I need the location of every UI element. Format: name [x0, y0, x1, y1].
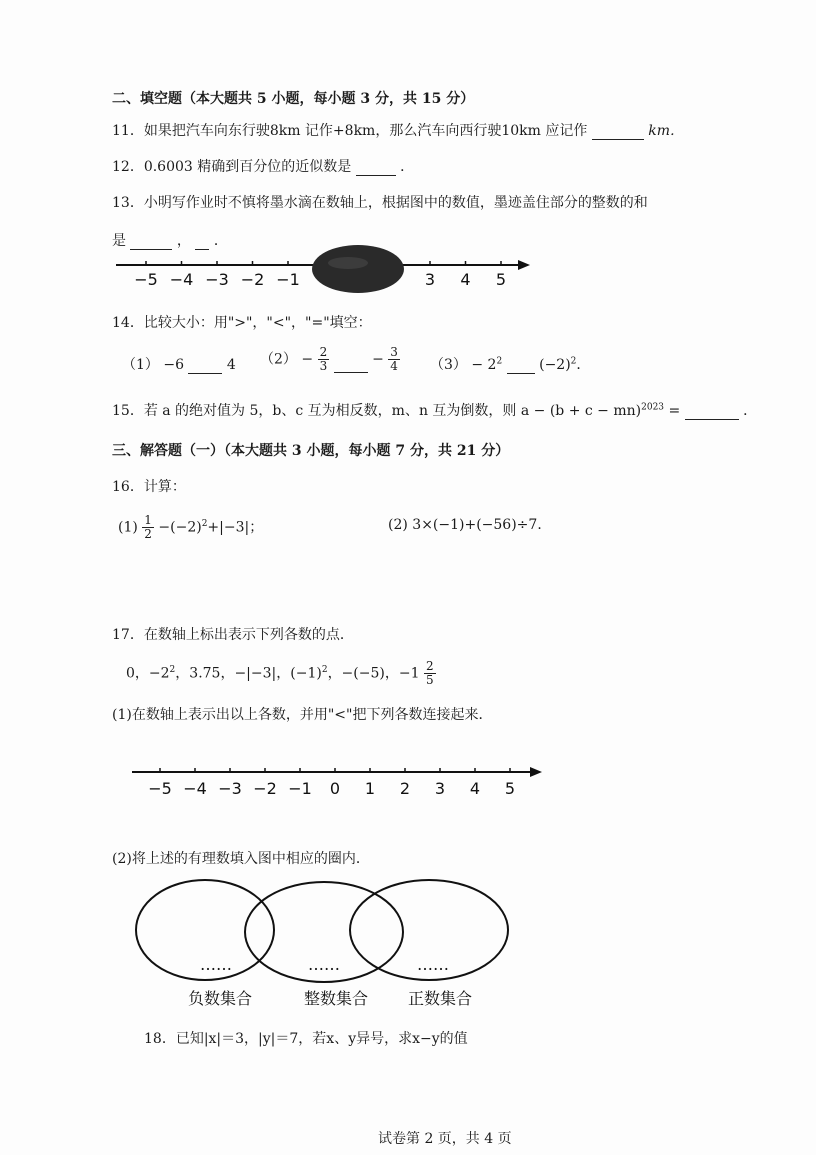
tick-label: −1	[276, 270, 300, 289]
tick-label: −4	[183, 779, 207, 798]
number-line-arrow	[530, 767, 542, 777]
tick-label: −3	[205, 270, 229, 289]
question-14-part1	[122, 354, 236, 374]
tick-label: −5	[134, 270, 158, 289]
part-3-right-exponent: 2	[570, 356, 577, 367]
fraction-numerator: 2	[425, 659, 434, 673]
tick-label: 4	[469, 779, 481, 798]
number-list	[126, 660, 436, 687]
set-dots-integer: ……	[308, 955, 340, 974]
part-1-expression: −(−2)	[158, 519, 202, 536]
answer-blank-15[interactable]	[685, 405, 739, 420]
question-13-sep: ，	[176, 233, 191, 249]
tick-label: −5	[148, 779, 172, 798]
ink-blot-number-line	[110, 245, 540, 295]
question-15-equals: =	[664, 403, 681, 419]
part-2-label: （2）	[260, 351, 297, 368]
fraction-denominator: 4	[390, 359, 398, 373]
answer-blank-14-3[interactable]	[507, 359, 535, 374]
question-15-end: ．	[743, 403, 758, 419]
question-13-prefix: 是	[112, 233, 126, 249]
fraction-numerator: 3	[390, 345, 398, 359]
question-18: 18．已知|x|＝3，|y|＝7，若x、y异号，求x−y的值	[144, 1031, 468, 1047]
set-dots-positive: ……	[417, 955, 449, 974]
fraction-numerator: 2	[319, 345, 328, 359]
tick-label: 1	[364, 779, 376, 798]
set-dots-negative: ……	[200, 955, 232, 974]
tick-label: 5	[504, 779, 516, 798]
tick-label: −2	[240, 270, 265, 289]
answer-blank-12[interactable]	[356, 161, 396, 176]
fraction-two-thirds	[318, 346, 330, 373]
tick-label: 3	[424, 270, 436, 289]
ink-blot	[312, 245, 404, 293]
fraction-three-quarters	[388, 346, 400, 373]
venn-diagram	[128, 872, 520, 1012]
fraction-denominator: 5	[425, 673, 434, 687]
answer-number-line	[128, 756, 548, 802]
question-16-part1	[118, 514, 263, 541]
ink-blot-highlight	[328, 257, 368, 269]
number-list-part-a: 0，−2	[126, 665, 170, 682]
section-2-heading: 二、填空题（本大题共 5 小题，每小题 3 分，共 15 分）	[112, 91, 475, 107]
tick-label: −2	[253, 779, 277, 798]
question-14-part2	[260, 346, 400, 373]
tick-label: 0	[329, 779, 341, 798]
fraction-numerator: 1	[144, 513, 152, 527]
fraction-denominator: 3	[319, 359, 328, 373]
number-line-arrow	[518, 260, 530, 270]
question-17-part2: (2)将上述的有理数填入图中相应的圈内．	[112, 851, 370, 867]
question-12-end: ．	[400, 159, 415, 175]
question-12	[112, 156, 414, 176]
fraction-denominator: 2	[144, 527, 152, 541]
question-11-unit: km．	[648, 123, 685, 139]
number-list-exponent-b: 2	[321, 664, 328, 675]
number-list-part-b: ，3.75，−|−3|，(−1)	[175, 665, 322, 682]
part-1-label: (1)	[118, 519, 138, 536]
question-13-line1: 13．小明写作业时不慎将墨水滴在数轴上，根据图中的数值，墨迹盖住部分的整数的和	[112, 195, 648, 211]
question-17-part1: (1)在数轴上表示出以上各数，并用"<"把下列各数连接起来．	[112, 707, 493, 723]
question-16-part2: (2) 3×(−1)+(−56)÷7．	[388, 517, 552, 533]
tick-label: 5	[495, 270, 507, 289]
question-11	[112, 120, 684, 140]
answer-blank-11[interactable]	[592, 125, 644, 140]
answer-blank-14-1[interactable]	[188, 359, 222, 374]
fraction-one-half	[142, 514, 154, 541]
fraction-two-fifths	[424, 660, 436, 687]
question-16-text: 16．计算：	[112, 479, 186, 495]
set-label-integer: 整数集合	[303, 989, 369, 1008]
part-1-left: −6	[163, 357, 185, 373]
question-11-text: 11．如果把汽车向东行驶8km 记作+8km，那么汽车向西行驶10km 应记作	[112, 123, 588, 139]
question-14-part3	[430, 354, 590, 374]
part-3-label: （3）	[430, 357, 467, 373]
number-list-exponent-a: 2	[169, 664, 176, 675]
question-15	[112, 400, 757, 420]
part-3-left: − 2	[471, 357, 497, 373]
set-label-positive: 正数集合	[407, 989, 473, 1008]
part-2-minus-b: −	[372, 351, 384, 368]
number-list-part-c: ，−(−5)，−1	[327, 665, 420, 682]
part-2-minus-a: −	[301, 351, 314, 368]
section-3-heading: 三、解答题（一）（本大题共 3 小题，每小题 7 分，共 21 分）	[112, 443, 510, 459]
tick-label: −4	[169, 270, 194, 289]
part-1-right: 4	[226, 357, 236, 373]
part-1-tail: +|−3|；	[207, 519, 264, 536]
question-15-text: 15．若 a 的绝对值为 5，b、c 互为相反数，m、n 互为倒数，则 a − (b + c − mn)	[112, 403, 642, 419]
set-label-negative: 负数集合	[187, 989, 253, 1008]
question-15-exponent: 2023	[641, 402, 665, 413]
tick-label: −3	[218, 779, 242, 798]
tick-label: 3	[434, 779, 446, 798]
question-12-text: 12．0.6003 精确到百分位的近似数是	[112, 159, 352, 175]
question-17-text: 17．在数轴上标出表示下列各数的点．	[112, 627, 354, 643]
part-3-end: ．	[576, 357, 591, 373]
question-14-text: 14．比较大小：用">"，"<"，"="填空：	[112, 315, 372, 331]
tick-label: 2	[399, 779, 411, 798]
part-3-left-exponent: 2	[496, 356, 503, 367]
part-3-right: (−2)	[539, 357, 571, 373]
tick-label: 4	[460, 270, 471, 289]
question-13-end: ．	[213, 233, 228, 249]
part-1-label: （1）	[122, 357, 159, 373]
tick-label: −1	[288, 779, 312, 798]
part-1-exponent: 2	[201, 518, 208, 529]
page-footer: 试卷第 2 页，共 4 页	[378, 1131, 512, 1147]
answer-blank-14-2[interactable]	[334, 358, 368, 373]
